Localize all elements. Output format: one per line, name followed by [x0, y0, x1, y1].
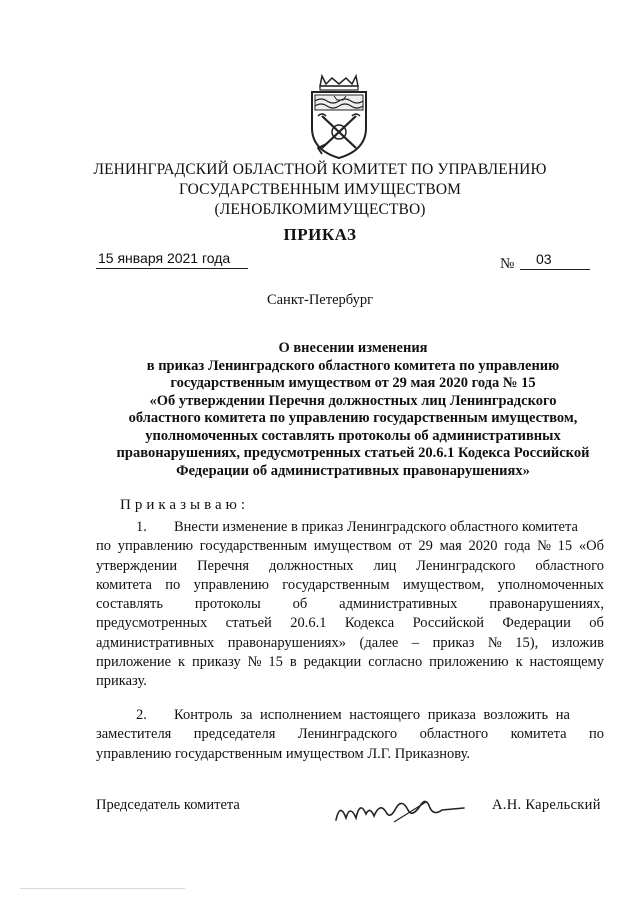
word: административных: [96, 634, 215, 651]
word: по: [165, 576, 181, 593]
subject-line: правонарушениях, предусмотренных статьей 20.6.1 Кодекса Российской: [116, 445, 590, 461]
word: Ленинградского: [416, 557, 516, 574]
paragraph-line: [96, 634, 604, 653]
word: 20.6.1: [290, 615, 327, 632]
word: по: [96, 538, 112, 555]
word: государственным: [282, 576, 390, 593]
word: имуществом,: [402, 576, 485, 593]
document-subject: [88, 340, 618, 480]
subject-line: уполномоченных составлять протоколы об административных: [145, 427, 561, 444]
document-type-title: ПРИКАЗ: [283, 225, 357, 244]
word: мая: [439, 538, 462, 555]
word: комитета: [96, 576, 152, 593]
paragraph-number: 1.: [136, 519, 147, 535]
word: (далее: [359, 634, 399, 651]
word: правонарушениях»: [227, 634, 346, 651]
word: правонарушениях,: [489, 596, 604, 613]
word: редакции: [303, 654, 362, 671]
word: областного: [535, 557, 604, 574]
signatory-title: Председатель комитета: [96, 797, 240, 813]
word: в: [289, 654, 297, 671]
paragraph-line: [96, 653, 604, 672]
coat-of-arms-emblem: [304, 70, 374, 160]
word: №: [537, 538, 551, 555]
word: №: [487, 634, 502, 651]
paragraph-line: [96, 518, 604, 537]
word: настоящему: [529, 654, 604, 671]
footer-divider: [20, 888, 185, 889]
paragraph-line: [96, 557, 604, 576]
word: комитета: [510, 726, 567, 743]
org-line-3: (ЛЕНОБЛКОМИМУЩЕСТВО): [214, 201, 426, 218]
word: –: [411, 634, 420, 651]
word: уполномоченных: [497, 576, 604, 593]
signatory-name: А.Н. Карельский: [492, 797, 601, 813]
word: приложению: [429, 654, 509, 671]
paragraph-line: [96, 537, 604, 556]
subject-line: областного комитета по управлению государственным имуществом,: [128, 410, 578, 426]
word: приказу: [192, 654, 241, 671]
word: к: [178, 654, 186, 671]
word: должностных: [268, 557, 354, 574]
paragraph-1: [96, 518, 604, 692]
word: согласно: [368, 654, 423, 671]
word: Российской: [412, 615, 485, 632]
word: предусмотренных: [96, 615, 208, 632]
word: об: [589, 615, 604, 632]
word: Федерации: [502, 615, 571, 632]
org-line-2: ГОСУДАРСТВЕННЫМ ИМУЩЕСТВОМ: [178, 181, 462, 198]
word: 2020: [468, 538, 498, 555]
word: к: [515, 654, 523, 671]
paragraph-2: [96, 706, 604, 764]
paragraph-line: приказу.: [96, 673, 147, 690]
paragraph-line: [96, 576, 604, 595]
word: от: [398, 538, 412, 555]
word: управлению: [117, 538, 194, 555]
word: 15),: [515, 634, 539, 651]
word: «Об: [578, 538, 604, 555]
word: протоколы: [194, 596, 261, 613]
subject-line: Федерации об административных правонарушениях»: [176, 462, 530, 479]
word: приказ: [432, 634, 475, 651]
word: заместителя: [96, 726, 172, 743]
subject-line: государственным имуществом от 29 мая 2020 года № 15: [170, 375, 536, 391]
document-number: 03: [520, 251, 590, 270]
word: по: [588, 726, 604, 743]
subject-line: в приказ Ленинградского областного комитета по управлению: [146, 357, 560, 374]
word: 15: [268, 654, 283, 671]
organization-name: [80, 160, 560, 220]
word: имуществом: [313, 538, 392, 555]
subject-line: «Об утверждении Перечня должностных лиц Ленинградского: [149, 392, 557, 409]
document-city: Санкт-Петербург: [266, 292, 374, 308]
word: составлять: [96, 596, 163, 613]
word: 29: [418, 538, 433, 555]
word: Кодекса: [344, 615, 395, 632]
word: изложив: [551, 634, 604, 651]
word: приложение: [96, 654, 172, 671]
word: Ленинградского: [297, 726, 398, 743]
paragraph-line: управлению государственным имуществом Л.Г. Приказнову.: [96, 745, 471, 762]
word: областного: [419, 726, 489, 743]
handwritten-signature: [330, 790, 470, 830]
word: года: [504, 538, 531, 555]
paragraph-text: Внести изменение в приказ Ленинградского областного комитета: [174, 519, 578, 535]
word: административных: [339, 596, 458, 613]
word: управлению: [193, 576, 269, 593]
document-number-label: №: [500, 256, 515, 272]
paragraph-number: 2.: [136, 707, 147, 723]
word: лиц: [373, 557, 397, 574]
word: утверждении: [96, 557, 178, 574]
paragraph-line: [96, 614, 604, 633]
word: государственным: [199, 538, 308, 555]
org-line-1: ЛЕНИНГРАДСКИЙ ОБЛАСТНОЙ КОМИТЕТ ПО УПРАВЛЕНИЮ: [93, 161, 547, 178]
order-word: Приказываю:: [120, 497, 249, 513]
paragraph-line: [96, 706, 604, 725]
paragraph-line: [96, 595, 604, 614]
paragraph-line: [96, 725, 604, 744]
word: 15: [557, 538, 573, 555]
word: председателя: [193, 726, 276, 743]
word: об: [292, 596, 308, 613]
word: статьей: [225, 615, 272, 632]
word: №: [247, 654, 262, 671]
subject-line: О внесении изменения: [278, 340, 428, 356]
document-date: 15 января 2021 года: [96, 250, 248, 269]
paragraph-text: Контроль за исполнением настоящего приказа возложить на: [174, 707, 570, 723]
word: Перечня: [197, 557, 250, 574]
